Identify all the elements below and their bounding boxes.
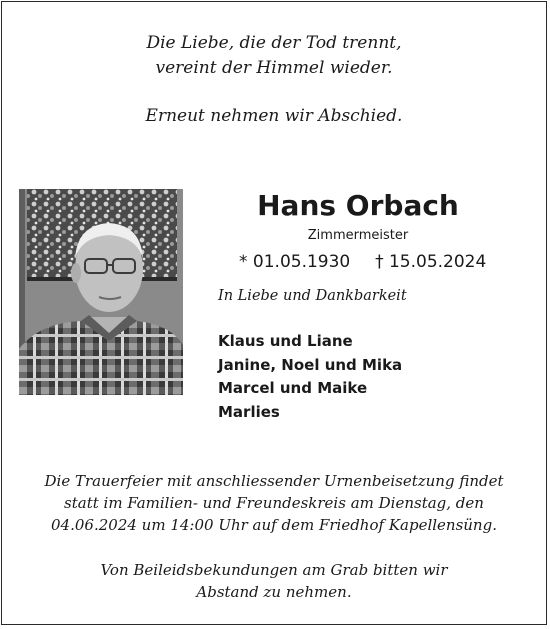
- mourner-line: Klaus und Liane: [218, 332, 353, 350]
- quote-line-2: vereint der Himmel wieder.: [155, 58, 393, 78]
- ceremony-info: [2, 470, 546, 536]
- ceremony-line-1: Die Trauerfeier mit anschliessender Urnenbeisetzung findet: [44, 472, 504, 490]
- mourners-list: [218, 330, 402, 424]
- mourner-line: Marlies: [218, 402, 280, 421]
- birth-date: 01.05.1930: [252, 252, 351, 272]
- ceremony-line-3: 04.06.2024 um 14:00 Uhr auf dem Friedhof Kapellensüng.: [51, 516, 497, 534]
- death-date: 15.05.2024: [388, 252, 487, 272]
- quote-line-1: Die Liebe, die der Tod trennt,: [146, 33, 402, 53]
- birth-symbol: *: [239, 252, 248, 272]
- mourner-line: Janine, Noel und Mika: [218, 355, 403, 374]
- request-line-1: Von Beileidsbekundungen am Grab bitten wir: [100, 561, 448, 579]
- quote-line-3: Erneut nehmen wir Abschied.: [145, 106, 403, 126]
- memorial-quote: [2, 31, 546, 129]
- portrait-photo: [19, 189, 183, 395]
- death-symbol: †: [375, 252, 384, 272]
- request-line-2: Abstand zu nehmen.: [196, 583, 352, 601]
- ceremony-line-2: statt im Familien- und Freundeskreis am Dienstag, den: [64, 494, 484, 512]
- mourners-intro: In Liebe und Dankbarkeit: [218, 288, 407, 304]
- obituary-notice: [1, 1, 547, 625]
- life-dates: [239, 250, 486, 274]
- deceased-profession: Zimmermeister: [307, 228, 409, 243]
- condolence-request: [2, 559, 546, 603]
- deceased-name: Hans Orbach: [257, 189, 459, 222]
- mourner-line: Marcel und Maike: [218, 379, 368, 397]
